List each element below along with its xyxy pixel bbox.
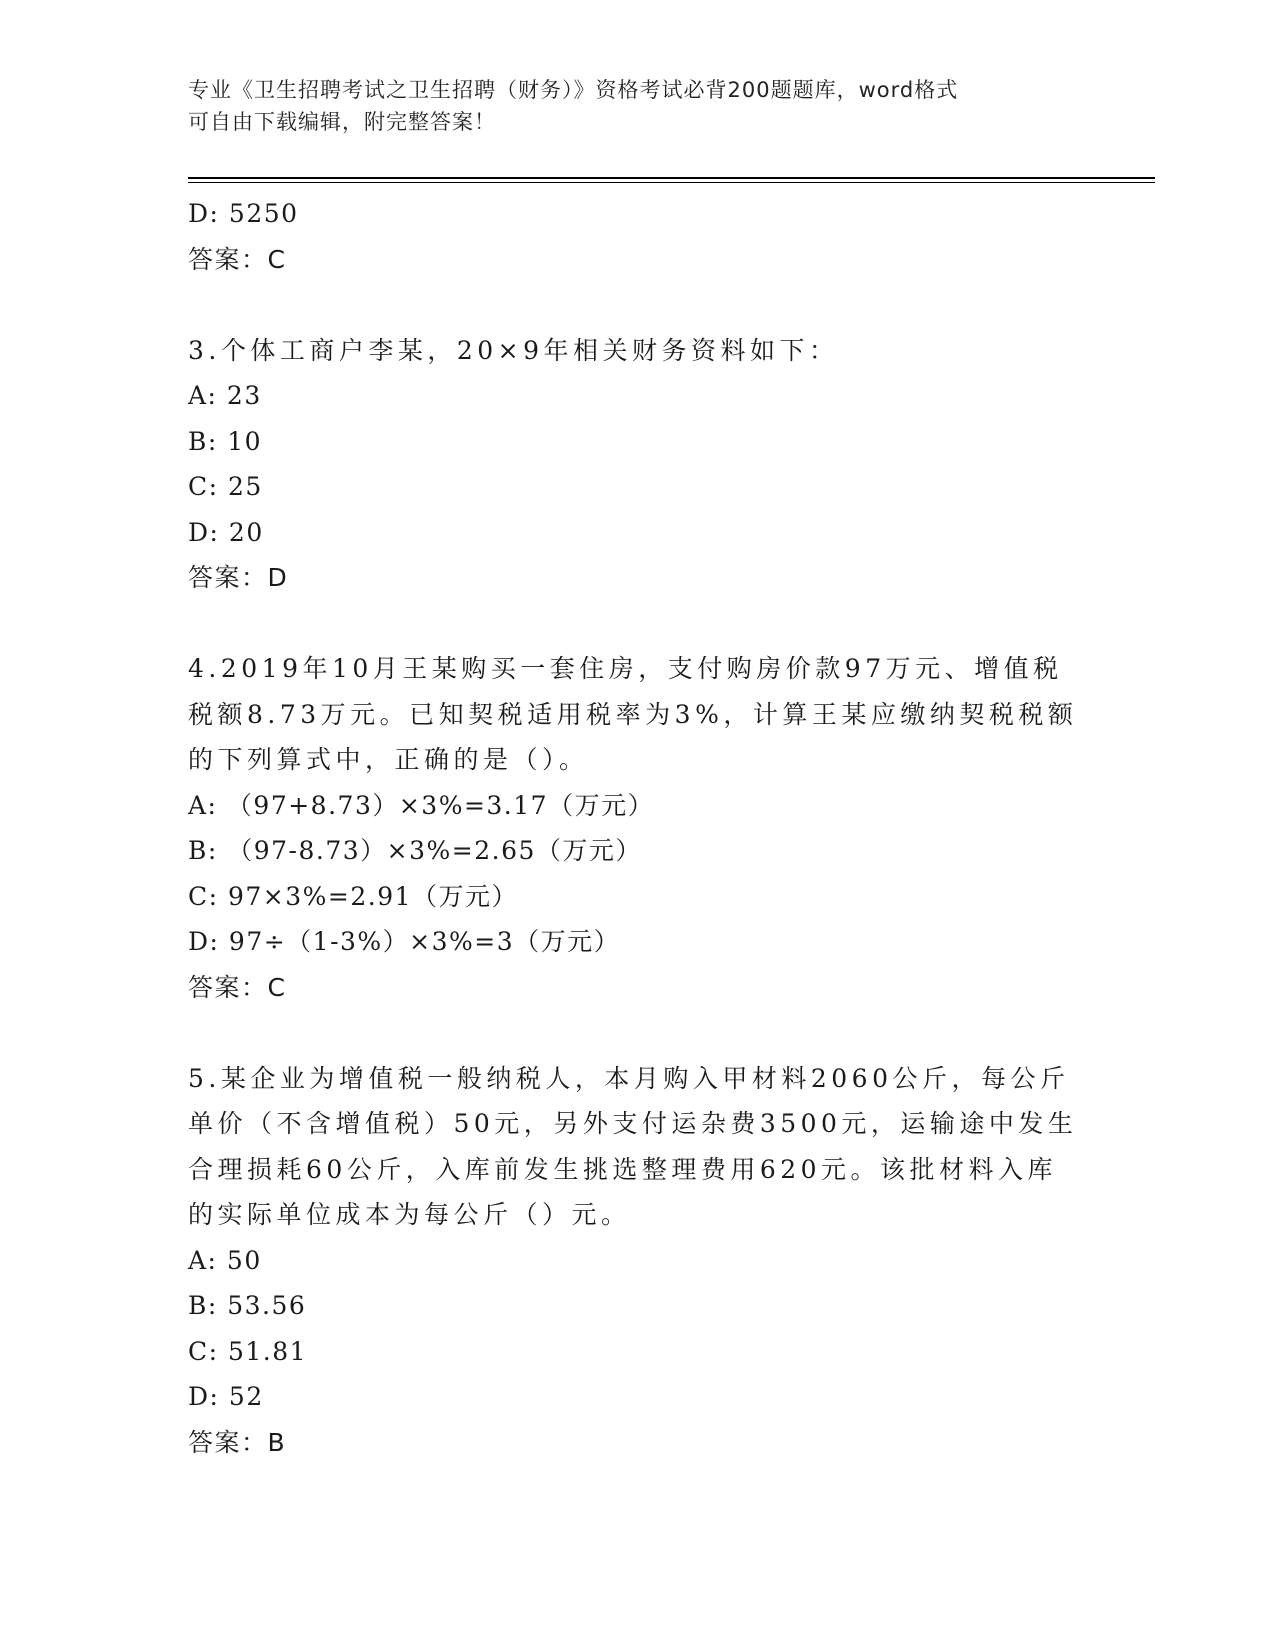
header-rule-thin — [188, 182, 1155, 183]
option-d: D: 52 — [188, 1382, 264, 1411]
option-d: D: 97÷（1-3%）×3%=3（万元） — [188, 927, 621, 956]
document-header — [188, 74, 1078, 138]
header-line-1: 专业《卫生招聘考试之卫生招聘（财务）》资格考试必背200题题库，word格式 — [188, 78, 959, 102]
option-c: C: 51.81 — [188, 1336, 308, 1366]
option-a: A: 50 — [188, 1245, 262, 1275]
question-spacer — [188, 1010, 1088, 1056]
option-b: B: 10 — [188, 426, 263, 456]
question-stem: 3.个体工商户李某，20×9年相关财务资料如下： — [188, 335, 839, 365]
question-stem: 4.2019年10月王某购买一套住房，支付购房价款97万元、增值税税额8.73万元。已知契税适用税率为3%，计算王某应缴纳契税税额的下列算式中，正确的是（）。 — [188, 654, 1078, 774]
question-5 — [188, 1056, 1088, 1466]
header-rule-thick — [188, 177, 1155, 179]
question-4 — [188, 646, 1088, 1010]
option-a: A: 23 — [188, 381, 262, 410]
question-spacer — [188, 601, 1088, 647]
question-spacer — [188, 282, 1088, 328]
answer-line: 答案：C — [188, 244, 287, 274]
option-d: D: 5250 — [188, 199, 299, 228]
header-line-2: 可自由下载编辑，附完整答案！ — [188, 110, 496, 134]
option-c: C: 25 — [188, 472, 263, 501]
option-a: A: （97+8.73）×3%=3.17（万元） — [188, 790, 655, 820]
option-c: C: 97×3%=2.91（万元） — [188, 881, 519, 911]
previous-question-tail — [188, 191, 1088, 282]
answer-line: 答案：D — [188, 563, 289, 592]
question-content — [188, 191, 1088, 1465]
question-3 — [188, 328, 1088, 601]
question-stem: 5.某企业为增值税一般纳税人，本月购入甲材料2060公斤，每公斤单价（不含增值税）50元，另外支付运杂费3500元，运输途中发生合理损耗60公斤，入库前发生挑选整理费用620元。该批材料入库的实际单位成本为每公斤（）元。 — [188, 1063, 1078, 1229]
option-b: B: 53.56 — [188, 1291, 307, 1320]
option-d: D: 20 — [188, 517, 264, 547]
answer-line: 答案：C — [188, 972, 287, 1002]
answer-line: 答案：B — [188, 1427, 287, 1457]
option-b: B: （97-8.73）×3%=2.65（万元） — [188, 836, 642, 865]
